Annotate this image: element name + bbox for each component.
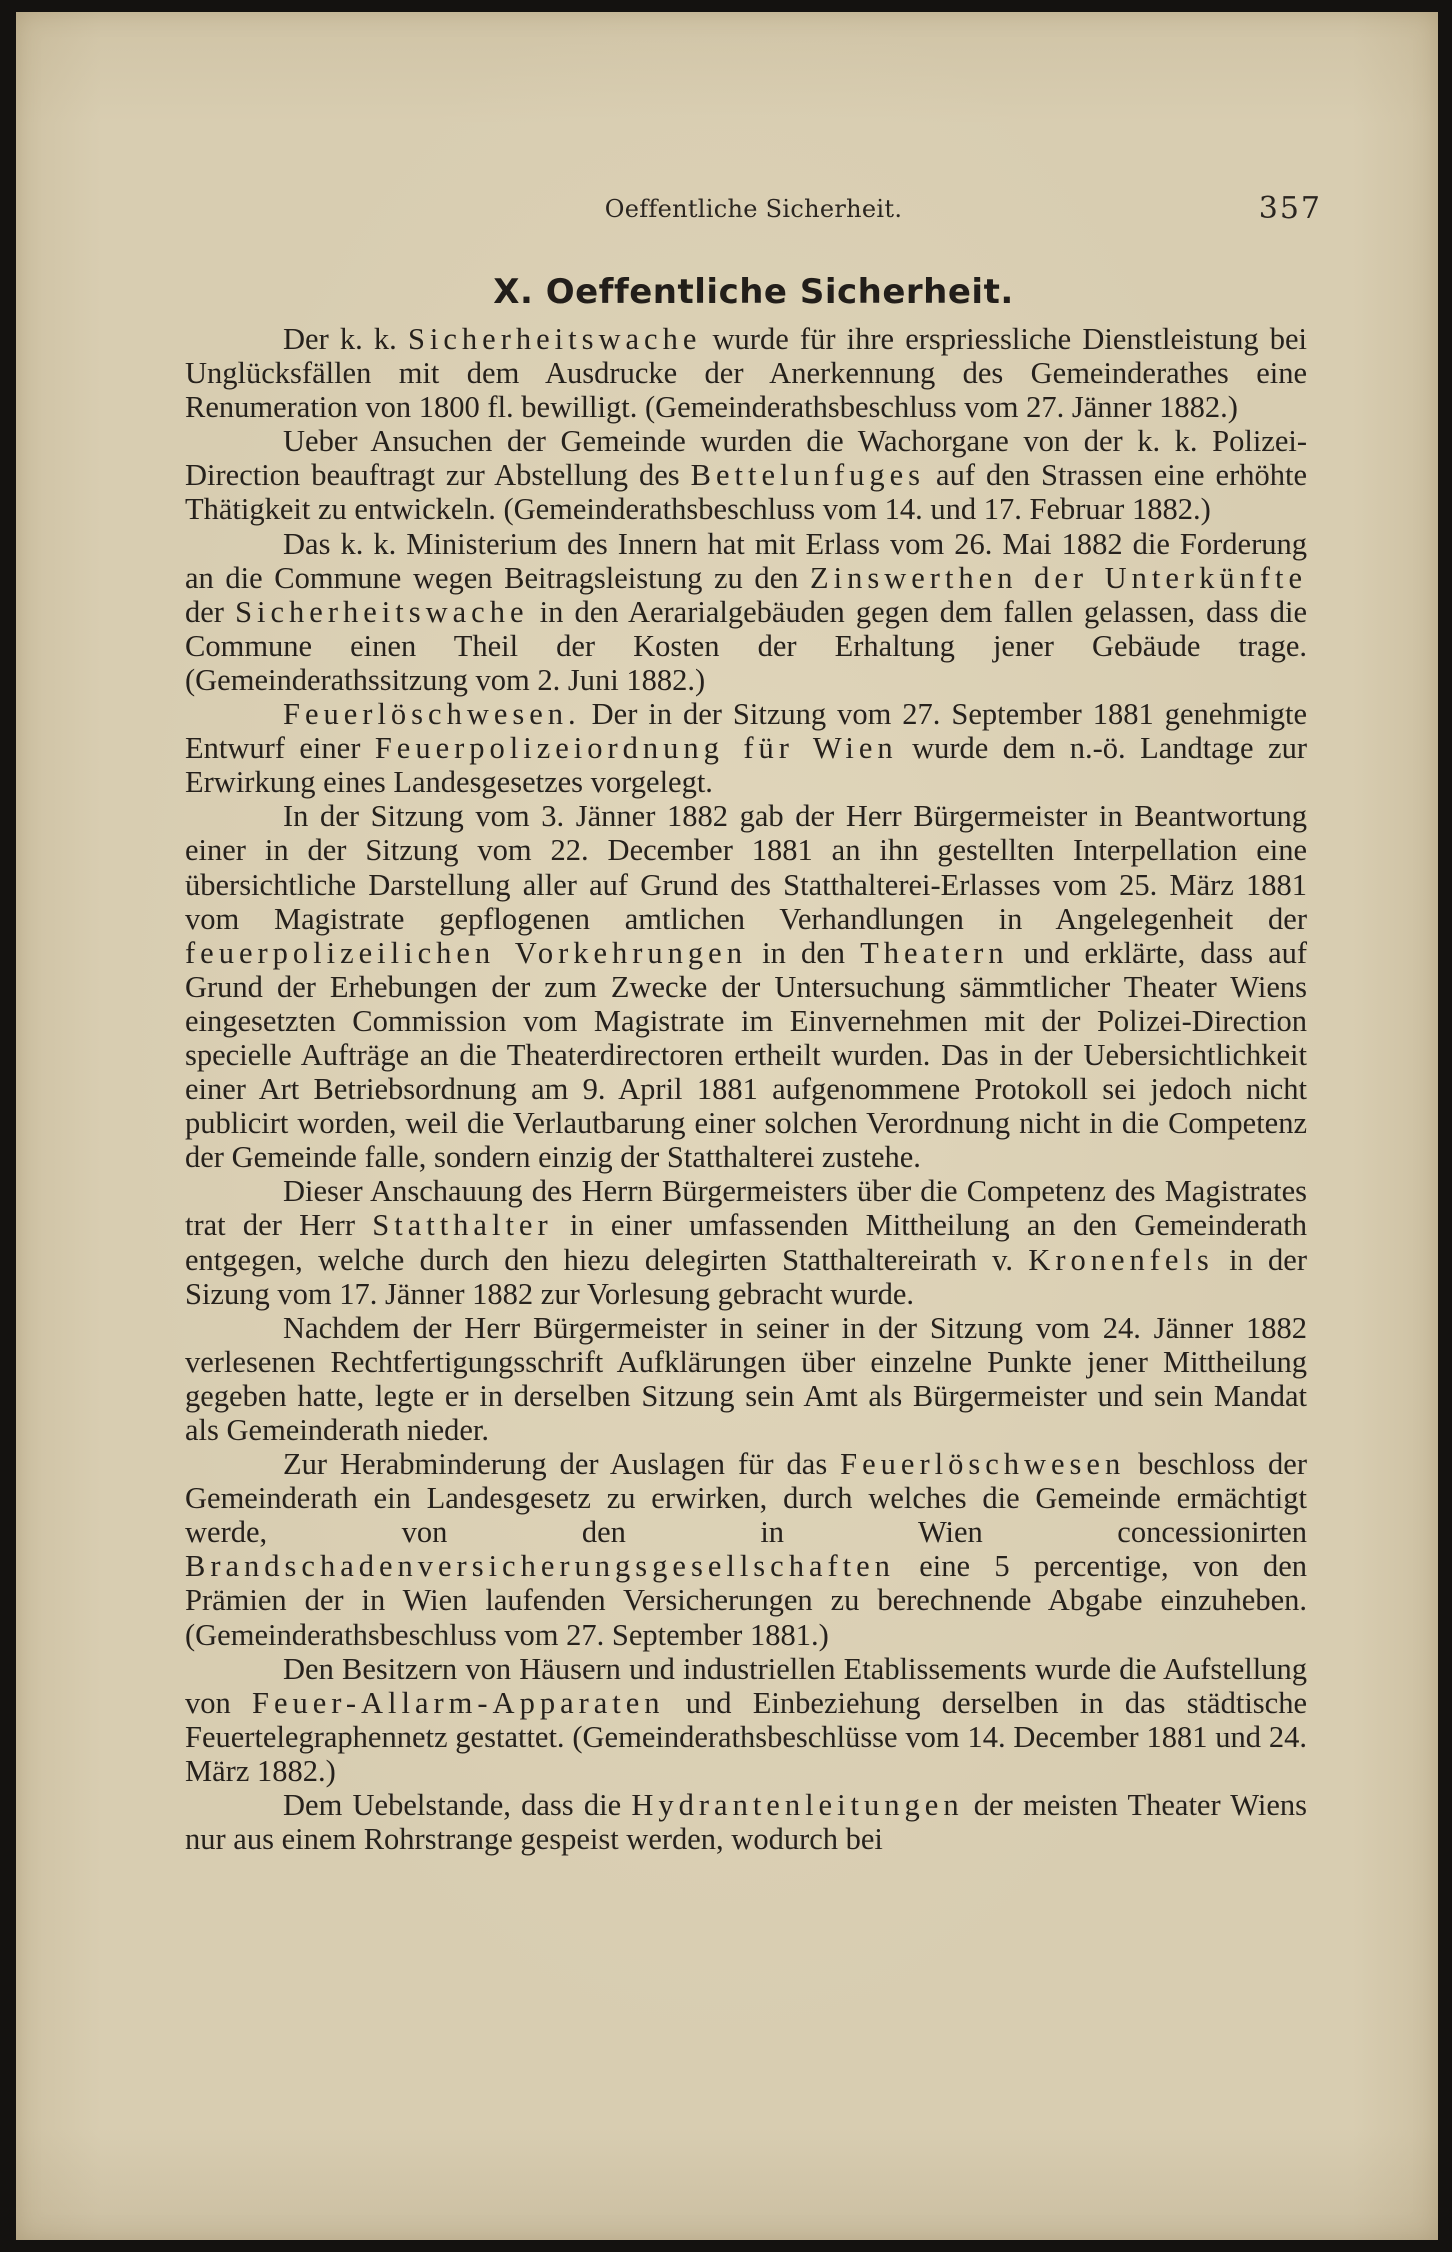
- paragraph-2: [185, 424, 1307, 526]
- paragraph-text: In der Sitzung vom 3. Jänner 1882 gab der Herr Bürgermeister in Beantwortung einer in der Sitzung vom 22. December 1881 an ihn gestellten Interpellation eine übersichtliche Darstellung aller auf Grund des Statthalterei-Erlasses vom 25. März 1881 vom Magistrate gepflogenen amtlichen Verhandlungen in Angelegenheit der: [185, 799, 1307, 936]
- spaced-term: Sicherheitswache: [407, 322, 702, 356]
- paragraph-text: und Einbeziehung derselben in das städtische Feuertelegraphennetz gestattet. (Gemeinderathsbeschlüsse vom 14. December 1881 und 24. März 1882.): [185, 1685, 1307, 1788]
- spaced-term: Zinswerthen der Unterkünfte: [810, 560, 1307, 595]
- page-header: [185, 191, 1322, 235]
- paragraph-text: in einer umfassenden Mittheilung an den Gemeinderath entgegen, welche durch den hiezu delegirten Statthaltereirath v.: [185, 1208, 1307, 1277]
- paragraph-text: Das k. k. Ministerium des Innern hat mit Erlass vom 26. Mai 1882 die Forderung an die Commune wegen Beitragsleistung zu den: [185, 526, 1307, 595]
- paragraph-text: Dem Uebelstande, dass die: [283, 1788, 632, 1823]
- paragraph-text: Der k. k.: [283, 322, 408, 356]
- paragraph-text: Ueber Ansuchen der Gemeinde wurden die Wachorgane von der k. k. Polizei-Direction beauftragt zur Abstellung des: [185, 424, 1307, 493]
- spaced-term: Feuerpolizeiordnung für Wien: [374, 731, 898, 766]
- spaced-term: Feuerlöschwesen.: [283, 697, 581, 732]
- spaced-term: Statthalter: [372, 1208, 553, 1243]
- spaced-term: Feuerlöschwesen: [840, 1447, 1126, 1482]
- paragraph-1: [185, 322, 1307, 424]
- body-text: [185, 322, 1307, 1856]
- paragraph-text: der meisten Theater Wiens nur aus einem Rohrstrange gespeist werden, wodurch bei: [185, 1788, 1307, 1857]
- spaced-term: Theatern: [860, 935, 1009, 970]
- spaced-term: Feuer-Allarm-Apparaten: [252, 1685, 665, 1720]
- section-title: X. Oeffentliche Sicherheit.: [493, 272, 1014, 312]
- paragraph-text: wurde dem n.-ö. Landtage zur Erwirkung eines Landesgesetzes vorgelegt.: [185, 731, 1307, 800]
- paragraph-text: der: [185, 594, 236, 629]
- paragraph-3: [185, 527, 1307, 697]
- paragraph-text: und erklärte, dass auf Grund der Erhebungen der zum Zwecke der Untersuchung sämmtlicher Theater Wiens eingesetzten Commission vom Magistrate im Einvernehmen mit der Polizei-Direction specielle Aufträge an die Theaterdirectoren ertheilt wurden. Das in der Uebersichtlichkeit einer Art Betriebsordnung am 9. April 1881 aufgenommene Protokoll sei jedoch nicht publicirt worden, weil die Verlautbarung einer solchen Verordnung nicht in die Competenz der Gemeinde falle, sondern einzig der Statthalterei zustehe.: [185, 935, 1308, 1175]
- paragraph-4: [185, 697, 1307, 799]
- paragraph-text: Der in der Sitzung vom 27. September 1881 genehmigte Entwurf einer: [185, 697, 1307, 766]
- paragraph-text: Nachdem der Herr Bürgermeister in seiner in der Sitzung vom 24. Jänner 1882 verlesenen Rechtfertigungsschrift Aufklärungen über einzelne Punkte jener Mittheilung gegeben hatte, legte er in derselben Sitzung sein Amt als Bürgermeister und sein Mandat als Gemeinderath nieder.: [185, 1310, 1307, 1447]
- paragraph-text: auf den Strassen eine erhöhte Thätigkeit zu entwickeln. (Gemeinderathsbeschluss vom 14. und 17. Februar 1882.): [185, 458, 1307, 527]
- paragraph-text: Den Besitzern von Häusern und industriellen Etablissements wurde die Aufstellung von: [185, 1651, 1307, 1720]
- paragraph-text: in der Sizung vom 17. Jänner 1882 zur Vorlesung gebracht wurde.: [185, 1242, 1307, 1311]
- paragraph-text: Dieser Anschauung des Herrn Bürgermeisters über die Competenz des Magistrates trat der Herr: [185, 1174, 1307, 1243]
- paragraph-7: [185, 1311, 1307, 1447]
- spaced-term: feuerpolizeilichen Vorkehrungen: [185, 935, 747, 970]
- page-number: 357: [1258, 191, 1322, 226]
- paragraph-8: [185, 1447, 1307, 1652]
- paragraph-6: [185, 1174, 1307, 1310]
- spaced-term: Hydrantenleitungen: [631, 1788, 964, 1823]
- spaced-term: Kronenfels: [1028, 1242, 1214, 1277]
- paragraph-text: in den: [746, 935, 861, 970]
- paragraph-text: beschloss der Gemeinderath ein Landesgesetz zu erwirken, durch welches die Gemeinde ermächtigt werde, von den in Wien concessionirten: [185, 1447, 1307, 1550]
- spaced-term: Bettelunfuges: [690, 458, 926, 493]
- running-head: Oeffentliche Sicherheit.: [604, 195, 903, 223]
- paragraph-text: Zur Herabminderung der Auslagen für das: [283, 1447, 841, 1482]
- spaced-term: Brandschadenversicherungsgesellschaften: [185, 1549, 895, 1584]
- paragraph-5: [185, 799, 1307, 1174]
- paragraph-text: eine 5 percentige, von den Prämien der in Wien laufenden Versicherungen zu berechnende Abgabe einzuheben. (Gemeinderathsbeschluss vom 27. September 1881.): [185, 1549, 1307, 1652]
- paragraph-10: [185, 1788, 1307, 1856]
- paragraph-text: wurde für ihre erspriessliche Dienstleistung bei Unglücksfällen mit dem Ausdrucke der Anerkennung des Gemeinderathes eine Renumeration von 1800 fl. bewilligt. (Gemeinderathsbeschluss vom 27. Jänner 1882.): [185, 322, 1307, 425]
- paragraph-text: in den Aerarialgebäuden gegen dem fallen gelassen, dass die Commune einen Theil der Kosten der Erhaltung jener Gebäude trage. (Gemeinderathssitzung vom 2. Juni 1882.): [185, 594, 1307, 697]
- spaced-term: Sicherheitswache: [235, 594, 529, 629]
- paragraph-9: [185, 1652, 1307, 1788]
